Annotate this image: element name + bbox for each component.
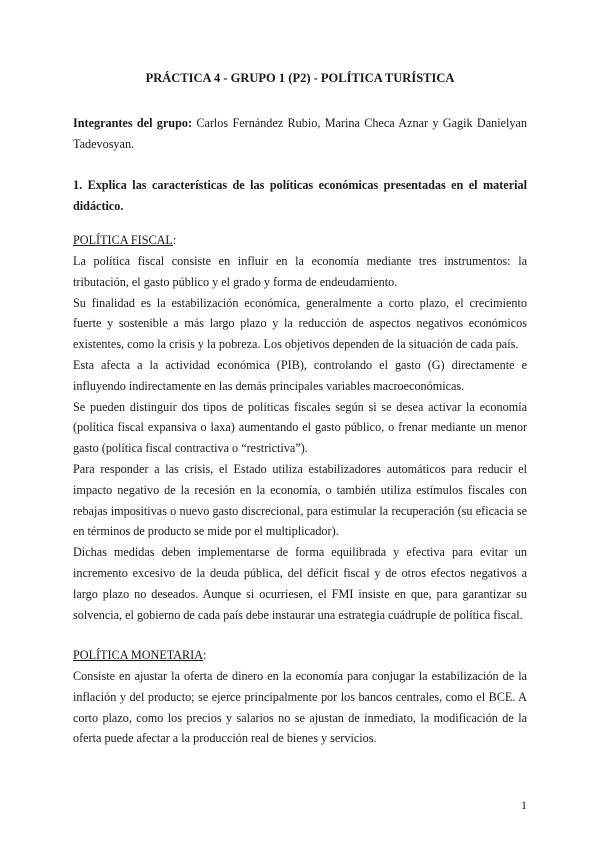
fiscal-section-body <box>73 251 527 625</box>
fiscal-heading-text: POLÍTICA FISCAL <box>73 233 173 247</box>
monetary-section-heading <box>73 645 206 666</box>
page-number: 1 <box>521 798 527 812</box>
question-1-heading: 1. Explica las características de las políticas económicas presentadas en el material didáctico. <box>73 178 527 213</box>
paragraph: La política fiscal consiste en influir en la economía mediante tres instrumentos: la tributación, el gasto público y el grado y forma de endeudamiento. <box>73 254 527 289</box>
paragraph: Se pueden distinguir dos tipos de políticas fiscales según si se desea activar la economía (política fiscal expansiva o laxa) aumentando el gasto público, o frenar mediante un menor gasto (política fiscal contractiva o “restrictiva”). <box>73 399 527 456</box>
monetary-heading-text: POLÍTICA MONETARIA <box>73 648 204 662</box>
paragraph: Dichas medidas deben implementarse de forma equilibrada y efectiva para evitar un incremento excesivo de la deuda pública, del déficit fiscal y de otros efectos negativos a largo plazo no deseados. Aunque si ocurriesen, el FMI insiste en que, para garantizar su solvencia, el gobierno de cada país debe instaurar una estrategia cuádruple de política fiscal. <box>73 545 527 622</box>
paragraph: Consiste en ajustar la oferta de dinero en la economía para conjugar la estabilización de la inflación y del producto; se ejerce principalmente por los bancos centrales, como el BCE. A corto plazo, como los precios y salarios no se ajustan de inmediato, la modificación de la oferta puede afectar a la producción real de bienes y servicios. <box>73 669 527 746</box>
members-text: Carlos Fernández Rubio, Marina Checa Aznar y Gagik Danielyan Tadevosyan. <box>73 116 527 151</box>
paragraph: Para responder a las crisis, el Estado utiliza estabilizadores automáticos para reducir el impacto negativo de la recesión en la economía, o también utiliza estímulos fiscales con rebajas impositivas o nuevo gasto discrecional, para estimular la recuperación (su eficacia se en términos de producto se mide por el multiplicador). <box>73 461 527 539</box>
monetary-section-body <box>73 666 527 749</box>
paragraph: Su finalidad es la estabilización económica, generalmente a corto plazo, el crecimiento fuerte y sostenible a más largo plazo y la reducción de aspectos negativos económicos existentes, como la crisis y la pobreza. Los objetivos dependen de la situación de cada país. <box>73 295 527 352</box>
paragraph: Esta afecta a la actividad económica (PIB), controlando el gasto (G) directamente e influyendo indirectamente en las demás principales variables macroeconómicas. <box>73 357 527 393</box>
group-members <box>73 113 527 155</box>
document-title: PRÁCTICA 4 - GRUPO 1 (P2) - POLÍTICA TURÍSTICA <box>145 71 455 85</box>
monetary-heading-colon: : <box>203 648 207 662</box>
fiscal-section-heading <box>73 230 176 251</box>
fiscal-heading-colon: : <box>172 233 177 247</box>
members-label: Integrantes del grupo: <box>73 116 192 130</box>
